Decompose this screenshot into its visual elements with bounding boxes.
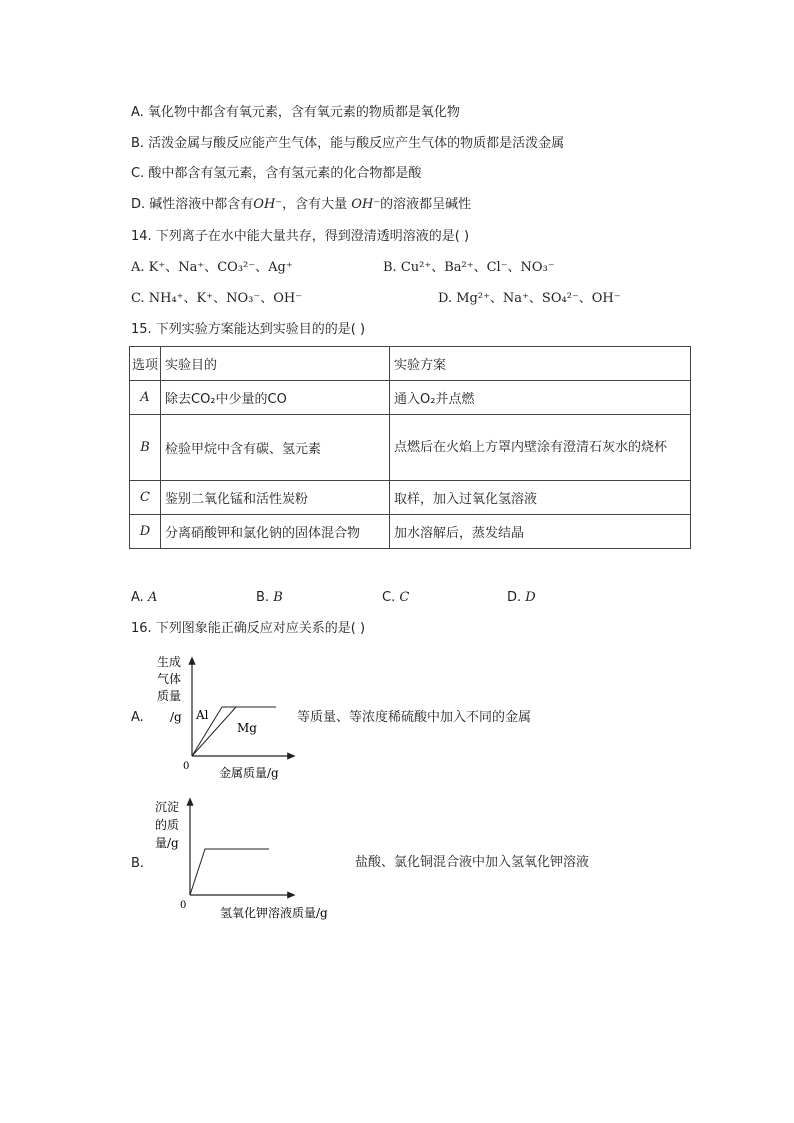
row-plan: 加水溶解后，蒸发结晶: [390, 515, 691, 549]
q14-option-d: D. Mg²⁺、Na⁺、SO₄²⁻、OH⁻: [438, 291, 621, 306]
q16-a-description: 等质量、等浓度稀硫酸中加入不同的金属: [297, 710, 532, 725]
q14-stem: 14. 下列离子在水中能大量共存，得到澄清透明溶液的是( ): [131, 229, 470, 244]
header-plan: 实验方案: [390, 347, 691, 381]
q13-d-ion-1: OH⁻: [253, 197, 283, 212]
precipitate-line: [190, 849, 269, 895]
q13-option-c: C. 酸中都含有氢元素，含有氢元素的化合物都是酸: [131, 166, 422, 181]
q15-stem: 15. 下列实验方案能达到实验目的的是( ): [131, 322, 366, 337]
y-axis-label-3: 质量: [157, 689, 182, 703]
q14-option-c: C. NH₄⁺、K⁺、NO₃⁻、OH⁻: [131, 291, 303, 306]
row-option: D: [130, 515, 161, 549]
row-plan: 点燃后在火焰上方罩内壁涂有澄清石灰水的烧杯: [390, 415, 691, 481]
row-plan: 取样，加入过氧化氢溶液: [390, 481, 691, 515]
table-row: [130, 481, 691, 515]
y-axis-label-2: 气体: [157, 672, 182, 686]
q13-d-pre: D. 碱性溶液中都含有: [131, 197, 254, 212]
q15-answer-a: A. A: [131, 590, 158, 605]
y-axis-label-3: 量/g: [155, 836, 179, 850]
table-row: [130, 381, 691, 415]
q13-option-b: B. 活泼金属与酸反应能产生气体，能与酸反应产生气体的物质都是活泼金属: [131, 136, 565, 151]
series-mg-label: Mg: [237, 721, 257, 735]
q16-stem: 16. 下列图象能正确反应对应关系的是( ): [131, 621, 366, 636]
table-header-row: [130, 347, 691, 381]
row-goal: 鉴别二氧化锰和活性炭粉: [161, 481, 390, 515]
origin-label: 0: [183, 761, 190, 772]
q15-table: [129, 346, 691, 549]
y-axis-label-1: 沉淀: [155, 800, 180, 814]
row-plan: 通入O₂并点燃: [390, 381, 691, 415]
y-axis-label-2: 的质: [155, 818, 180, 832]
row-goal: 除去CO₂中少量的CO: [161, 381, 390, 415]
row-goal: 分离硝酸钾和氯化钠的固体混合物: [161, 515, 390, 549]
header-goal: 实验目的: [161, 347, 390, 381]
row-option: A: [130, 381, 161, 415]
series-al-label: Al: [196, 708, 209, 722]
q13-option-a: A. 氧化物中都含有氧元素，含有氧元素的物质都是氧化物: [131, 105, 460, 120]
q14-option-a: A. K⁺、Na⁺、CO₃²⁻、Ag⁺: [131, 260, 293, 275]
q16-a-graph: [150, 650, 300, 782]
table-row: [130, 515, 691, 549]
row-goal: 检验甲烷中含有碳、氢元素: [161, 415, 390, 481]
q16-b-graph: [150, 793, 360, 925]
row-option: B: [130, 415, 161, 481]
q13-d-post: 的溶液都呈碱性: [380, 197, 472, 212]
x-axis-label: 金属质量/g: [219, 766, 279, 780]
header-option: 选项: [130, 347, 161, 381]
table-row: [130, 415, 691, 481]
y-axis-label-4: /g: [170, 710, 182, 724]
q15-answer-d: D. D: [507, 590, 536, 605]
q13-d-ion-2: OH⁻: [351, 197, 381, 212]
q16-b-label: B.: [131, 856, 145, 871]
row-option: C: [130, 481, 161, 515]
x-axis-label: 氢氧化钾溶液质量/g: [220, 906, 328, 920]
q16-a-label: A.: [131, 710, 144, 725]
q13-d-mid: ，含有大量: [282, 197, 352, 212]
q13-option-d: [131, 197, 471, 213]
q15-answer-c: C. C: [382, 590, 410, 605]
origin-label: 0: [180, 900, 187, 911]
y-axis-label-1: 生成: [157, 655, 182, 669]
q16-b-description: 盐酸、氯化铜混合液中加入氢氧化钾溶液: [355, 855, 590, 870]
q15-answer-b: B. B: [256, 590, 283, 605]
q14-option-b: B. Cu²⁺、Ba²⁺、Cl⁻、NO₃⁻: [383, 260, 555, 275]
